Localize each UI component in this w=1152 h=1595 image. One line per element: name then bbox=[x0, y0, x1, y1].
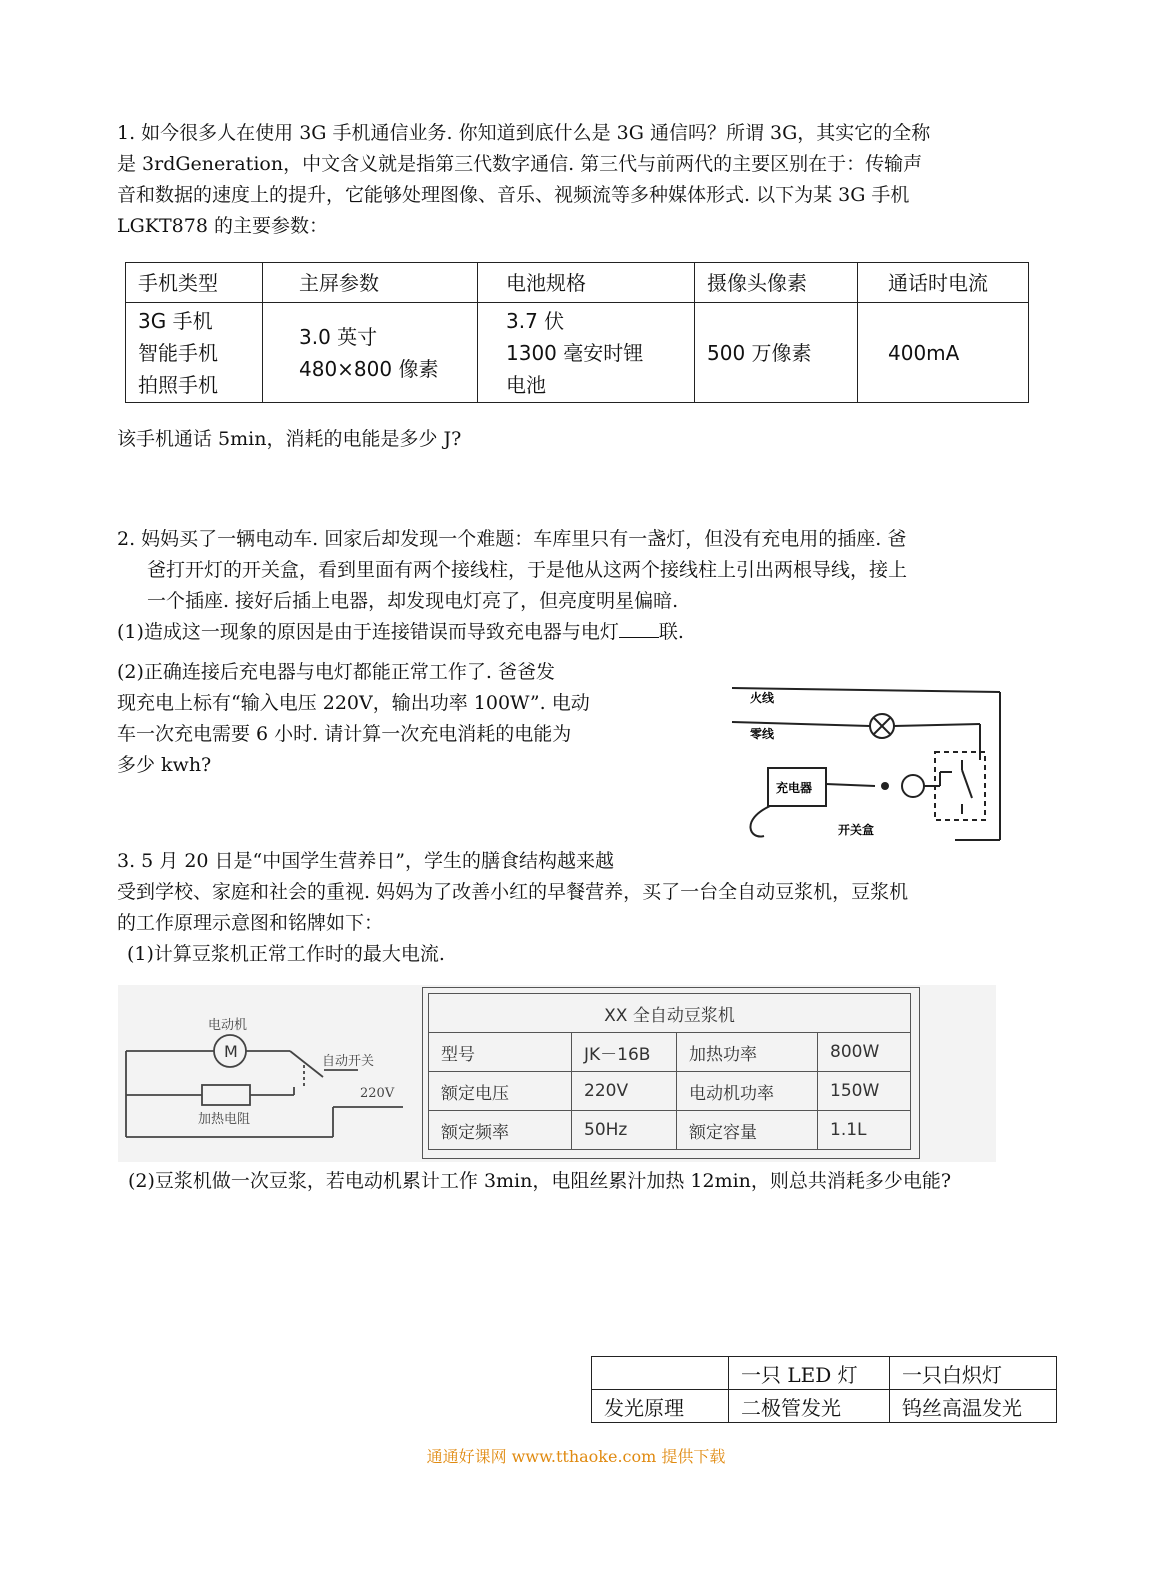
socket-icon bbox=[902, 775, 924, 797]
q3-sub1: (1)计算豆浆机正常工作时的最大电流. bbox=[127, 943, 445, 965]
q3-line: 的工作原理示意图和铭牌如下： bbox=[117, 912, 384, 934]
nameplate-cell: 型号 bbox=[429, 1033, 572, 1072]
table-cell bbox=[695, 303, 858, 403]
neutral-wire-label: 零线 bbox=[750, 727, 775, 741]
motor-symbol: M bbox=[224, 1042, 238, 1061]
table-header: 通话时电流 bbox=[858, 263, 1029, 303]
nameplate-cell: 额定容量 bbox=[677, 1111, 818, 1150]
q2-sub1-text: (1)造成这一现象的原因是由于连接错误而导致充电器与电灯 bbox=[117, 621, 619, 643]
q3-sub2: (2)豆浆机做一次豆浆，若电动机累计工作 3min，电阻丝累汁加热 12min，则总共消耗多少电能? bbox=[128, 1170, 952, 1192]
auto-switch-lever bbox=[290, 1051, 323, 1077]
nameplate-cell: 额定电压 bbox=[429, 1072, 572, 1111]
wiring-diagram bbox=[730, 680, 1010, 850]
nameplate-cell: JK－16B bbox=[572, 1033, 677, 1072]
footer-credit: 通通好课网 www.tthaoke.com 提供下载 bbox=[426, 1447, 726, 1466]
q2-sub2-line: 现充电上标有“输入电压 220V，输出功率 100W”. 电动 bbox=[117, 692, 590, 714]
switch-lever bbox=[962, 770, 972, 798]
q2-sub2-line: 多少 kwh? bbox=[117, 754, 212, 776]
cell-line: 1300 毫安时锂 bbox=[506, 340, 644, 365]
table-header: 一只 LED 灯 bbox=[729, 1357, 890, 1390]
cell-line: 3G 手机 bbox=[138, 308, 213, 333]
nameplate-cell: 1.1L bbox=[818, 1111, 911, 1150]
q2-sub1-end: 联. bbox=[658, 621, 684, 643]
cell-line: 3.7 伏 bbox=[506, 308, 565, 333]
table-cell bbox=[858, 303, 1029, 403]
table-header: 电池规格 bbox=[478, 263, 695, 303]
table-header: 一只白炽灯 bbox=[890, 1357, 1057, 1390]
cell-line: 智能手机 bbox=[138, 340, 218, 365]
table-header bbox=[592, 1357, 729, 1390]
switch-box-label: 开关盒 bbox=[838, 823, 875, 837]
q2-line: 一个插座. 接好后插上电器，却发现电灯亮了，但亮度明星偏暗. bbox=[147, 590, 679, 612]
q1-text bbox=[117, 118, 1017, 242]
table-header: 主屏参数 bbox=[263, 263, 478, 303]
q2-sub2 bbox=[117, 657, 677, 781]
q1-line: LGKT878 的主要参数： bbox=[117, 215, 328, 237]
nameplate-cell: 150W bbox=[818, 1072, 911, 1111]
q1-line: 是 3rdGeneration，中文含义就是指第三代数字通信. 第三代与前两代的主要区别在于：传输声 bbox=[117, 153, 923, 175]
cell-line: 电池 bbox=[506, 372, 546, 397]
cell-line: 3.0 英寸 bbox=[299, 324, 378, 349]
heater-resistor bbox=[202, 1085, 250, 1105]
nameplate-title: XX 全自动豆浆机 bbox=[429, 994, 911, 1033]
table-cell bbox=[126, 303, 263, 403]
table-cell: 钨丝高温发光 bbox=[890, 1390, 1057, 1423]
charger-label: 充电器 bbox=[776, 781, 813, 795]
table-header: 摄像头像素 bbox=[695, 263, 858, 303]
nameplate-table bbox=[428, 993, 911, 1150]
soymilk-figure bbox=[118, 985, 996, 1162]
nameplate-cell: 220V bbox=[572, 1072, 677, 1111]
motor-label: 电动机 bbox=[208, 1018, 248, 1033]
table-header: 手机类型 bbox=[126, 263, 263, 303]
q2-line: 爸打开灯的开关盒，看到里面有两个接线柱，于是他从这两个接线柱上引出两根导线，接上 bbox=[147, 559, 908, 581]
live-wire-label: 火线 bbox=[750, 691, 775, 705]
q2-sub1 bbox=[117, 617, 1017, 648]
q3-line: 受到学校、家庭和社会的重视. 妈妈为了改善小红的早餐营养，买了一台全自动豆浆机，豆浆机 bbox=[117, 881, 909, 903]
q2-sub2-line: 车一次充电需要 6 小时. 请计算一次充电消耗的电能为 bbox=[117, 723, 572, 745]
q3-line: 3. 5 月 20 日是“中国学生营养日”，学生的膳食结构越来越 bbox=[117, 850, 614, 872]
cell-line: 500 万像素 bbox=[707, 340, 812, 365]
q1-question: 该手机通话 5min，消耗的电能是多少 J? bbox=[117, 428, 462, 450]
nameplate-cell: 800W bbox=[818, 1033, 911, 1072]
q1-line: 1. 如今很多人在使用 3G 手机通信业务. 你知道到底什么是 3G 通信吗？所谓 3G，其实它的全称 bbox=[117, 122, 931, 144]
led-comparison-table bbox=[591, 1356, 1057, 1423]
cell-line: 拍照手机 bbox=[138, 372, 218, 397]
soymilk-circuit bbox=[118, 985, 418, 1162]
cell-line: 480×800 像素 bbox=[299, 356, 439, 381]
table-cell: 发光原理 bbox=[592, 1390, 729, 1423]
phone-spec-table bbox=[125, 262, 1029, 403]
voltage-label: 220V bbox=[360, 1086, 395, 1101]
q2-text bbox=[117, 524, 1017, 648]
answer-blank[interactable] bbox=[619, 619, 659, 638]
q2-line: 2. 妈妈买了一辆电动车. 回家后却发现一个难题：车库里只有一盏灯，但没有充电用的插座. 爸 bbox=[117, 528, 907, 550]
q2-sub2-line: (2)正确连接后充电器与电灯都能正常工作了. 爸爸发 bbox=[117, 661, 555, 683]
neutral-wire bbox=[732, 722, 870, 726]
switch-box bbox=[935, 752, 985, 820]
nameplate-cell: 加热功率 bbox=[677, 1033, 818, 1072]
q3-text bbox=[117, 846, 1017, 970]
table-cell: 二极管发光 bbox=[729, 1390, 890, 1423]
nameplate-cell: 额定频率 bbox=[429, 1111, 572, 1150]
cell-line: 400mA bbox=[888, 340, 960, 365]
heater-label: 加热电阻 bbox=[198, 1112, 251, 1127]
q1-line: 音和数据的速度上的提升，它能够处理图像、音乐、视频流等多种媒体形式. 以下为某 3G 手机 bbox=[117, 184, 910, 206]
table-cell bbox=[478, 303, 695, 403]
table-cell bbox=[263, 303, 478, 403]
nameplate-cell: 50Hz bbox=[572, 1111, 677, 1150]
auto-switch-label: 自动开关 bbox=[322, 1054, 375, 1069]
nameplate-cell: 电动机功率 bbox=[677, 1072, 818, 1111]
